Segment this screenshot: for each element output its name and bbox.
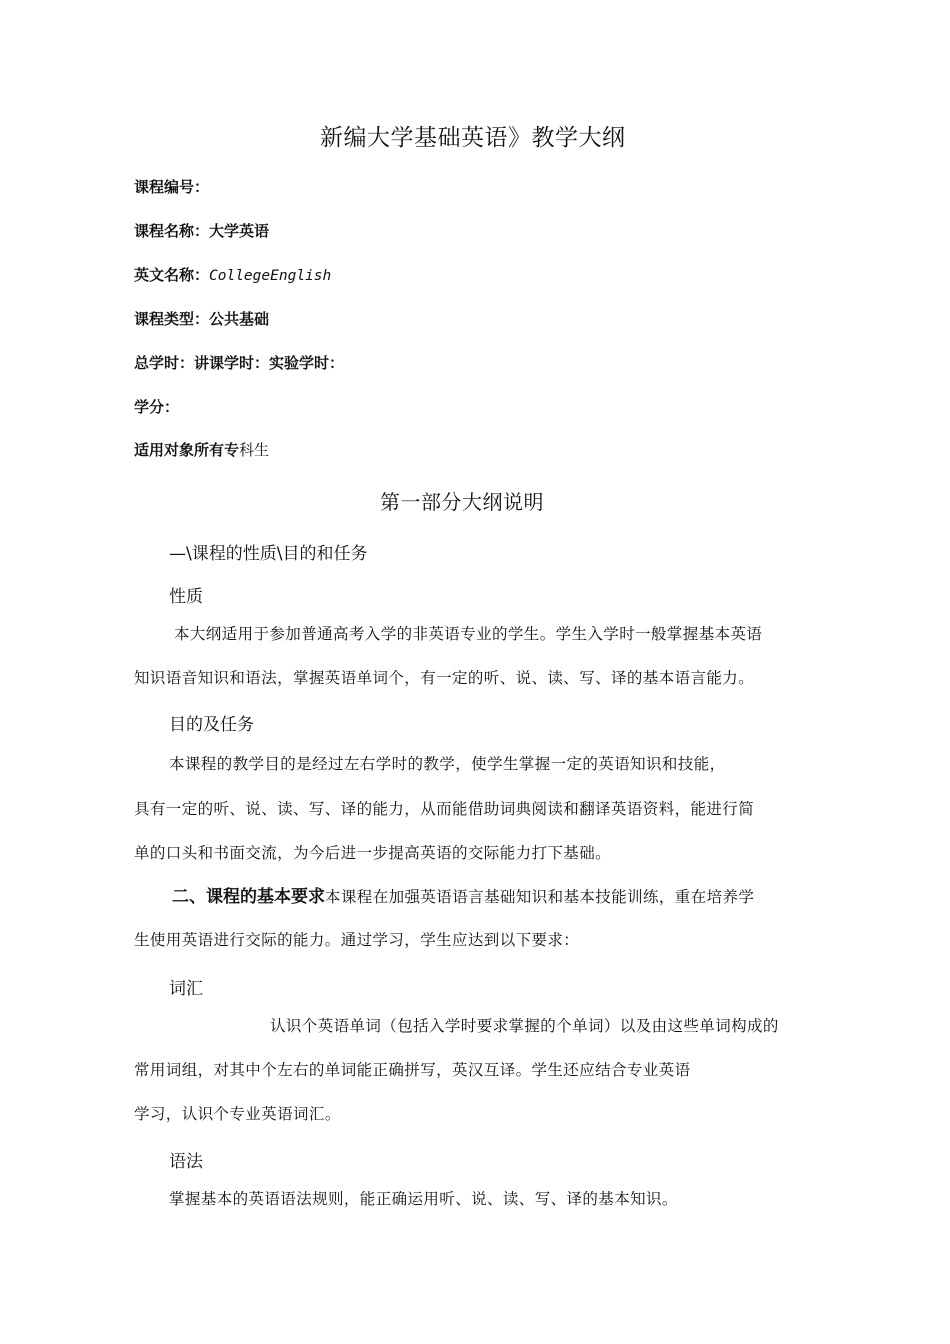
section2-line: 生使用英语进行交际的能力。通过学习，学生应达到以下要求： — [134, 931, 580, 949]
audience-value: 科生 — [239, 441, 270, 459]
audience-row — [134, 443, 269, 459]
goals-line: 本课程的教学目的是经过左右学时的教学，使学生掌握一定的英语知识和技能， — [169, 755, 726, 773]
credits-label: 学分： — [134, 398, 180, 416]
english-name-label: 英文名称： — [134, 266, 210, 284]
course-type-label: 课程类型： — [134, 310, 210, 328]
course-name-value: 大学英语 — [209, 222, 270, 240]
goals-line: 单的口头和书面交流，为今后进一步提高英语的交际能力打下基础。 — [134, 844, 612, 862]
course-name-label: 课程名称： — [134, 222, 210, 240]
nature-heading: 性质 — [169, 587, 203, 607]
course-name-row — [134, 224, 269, 240]
grammar-heading: 语法 — [169, 1152, 203, 1172]
goals-line: 具有一定的听、说、读、写、译的能力，从而能借助词典阅读和翻译英语资料，能进行简 — [134, 800, 755, 818]
english-name-row — [134, 268, 331, 284]
nature-line: 本大纲适用于参加普通高考入学的非英语专业的学生。学生入学时一般掌握基本英语 — [174, 625, 763, 643]
vocab-heading: 词汇 — [169, 979, 203, 999]
hours-label: 总学时：讲课学时：实验学时： — [134, 354, 345, 372]
goals-heading: 目的及任务 — [169, 715, 254, 735]
part1-heading: 第一部分大纲说明 — [380, 490, 544, 514]
audience-label: 适用对象所有专 — [134, 441, 240, 459]
section2-first-line — [172, 889, 754, 906]
course-code-label: 课程编号： — [134, 178, 210, 196]
nature-line: 知识语音知识和语法，掌握英语单词个，有一定的听、说、读、写、译的基本语言能力。 — [134, 669, 755, 687]
vocab-line: 常用词组，对其中个左右的单词能正确拼写，英汉互译。学生还应结合专业英语 — [134, 1061, 691, 1079]
english-name-value: CollegeEnglish — [209, 268, 332, 284]
document-title: 新编大学基础英语》教学大纲 — [320, 125, 626, 151]
section1-heading: —\课程的性质\目的和任务 — [169, 544, 368, 564]
vocab-line: 认识个英语单词（包括入学时要求掌握的个单词）以及由这些单词构成的 — [270, 1017, 779, 1035]
section2-heading: 二、课程的基本要求 — [172, 887, 325, 907]
grammar-line: 掌握基本的英语语法规则，能正确运用听、说、读、写、译的基本知识。 — [169, 1190, 678, 1208]
section2-line: 本课程在加强英语语言基础知识和基本技能训练，重在培养学 — [325, 888, 755, 906]
vocab-line: 学习，认识个专业英语词汇。 — [134, 1105, 341, 1123]
course-type-row — [134, 312, 269, 328]
course-type-value: 公共基础 — [209, 310, 270, 328]
